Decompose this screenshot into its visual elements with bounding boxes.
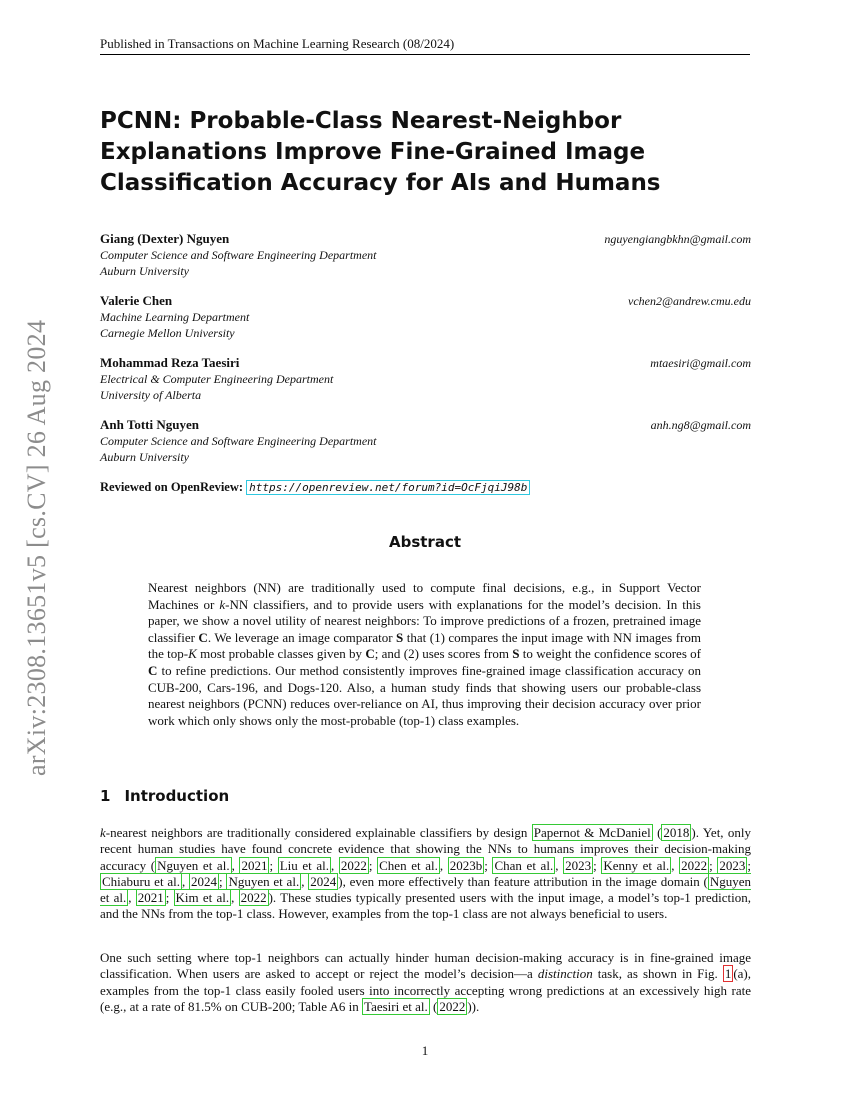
openreview-link[interactable]: https://openreview.net/forum?id=OcFjqiJ98b	[246, 480, 530, 495]
citation-link[interactable]: Chen et al.	[379, 857, 438, 873]
author-institution: University of Alberta	[100, 388, 202, 402]
section-title: Introduction	[124, 787, 230, 805]
author-email[interactable]: nguyengiangbkhn@gmail.com	[604, 232, 751, 246]
author-department: Computer Science and Software Engineering Department	[100, 248, 377, 262]
author-block	[100, 355, 751, 403]
citation-link[interactable]: 2024	[191, 873, 218, 889]
paper-title: PCNN: Probable-Class Nearest-Neighbor Explanations Improve Fine-Grained Image Classification Accuracy for AIs and Humans	[100, 108, 661, 196]
author-email[interactable]: vchen2@andrew.cmu.edu	[628, 294, 751, 308]
citation-link[interactable]: 2018	[663, 825, 690, 840]
citation-link[interactable]: 2023	[565, 857, 592, 873]
section-number: 1	[100, 787, 111, 805]
citation-link[interactable]: 2022	[681, 857, 708, 873]
citation-link[interactable]: Taesiri et al.	[364, 998, 428, 1014]
citation-link[interactable]: Kenny et al.	[603, 857, 670, 873]
intro-paragraph: k-nearest neighbors are traditionally considered explainable classifiers by design Papernot & McDaniel ( 2018 ). Yet, only recent human studies have found concrete evidence that showing the NNs to humans improves their decision-making accuracy ( Nguyen et al. , 2021 ; Liu et al. , 2022 ; Chen et al. , 2023b ; Chan et al. , 2023 ; Kenny et al. , 2022 ; 2023 ; Chiaburu et al. , 2024 ; Nguyen et al. , 2024 ), even more effectively than feature attribution in the image domain ( Nguyen et al. , 2021 ; Kim et al. , 2022 ). These studies typically presented users with the input image, a model’s top-1 prediction, and the NNs from the top-1 class. However, examples from the top-1 class are not always beneficial to users.	[100, 825, 751, 922]
author-block	[100, 293, 751, 341]
author-department: Machine Learning Department	[100, 310, 250, 324]
citation-link[interactable]: Chiaburu et al.	[102, 873, 180, 889]
citation-link[interactable]: 2021	[241, 857, 268, 873]
author-name: Mohammad Reza Taesiri	[100, 355, 240, 370]
running-header: Published in Transactions on Machine Learning Research (08/2024)	[100, 36, 750, 55]
abstract-heading: Abstract	[388, 533, 462, 551]
author-block	[100, 417, 751, 465]
citation-link[interactable]: 2022	[439, 998, 466, 1014]
citation-link[interactable]: Nguyen et al.	[100, 873, 751, 906]
author-email[interactable]: mtaesiri@gmail.com	[650, 356, 751, 370]
citation-link[interactable]: 2023b	[449, 857, 483, 873]
citation-link[interactable]: 2021	[137, 890, 164, 906]
author-name: Anh Totti Nguyen	[100, 417, 199, 432]
author-email[interactable]: anh.ng8@gmail.com	[650, 418, 751, 432]
intro-paragraph: One such setting where top-1 neighbors can actually hinder human decision-making accuracy is in fine-grained image classification. When users are asked to accept or reject the model’s decision—a distinction task, as shown in Fig. 1 (a), examples from the top-1 class easily fooled users into incorrectly accepting wrong predictions at an excessively high rate (e.g., at a rate of 81.5% on CUB-200; Table A6 in Taesiri et al. ( 2022 )).	[100, 950, 752, 1014]
author-name: Giang (Dexter) Nguyen	[100, 231, 230, 246]
citation-link[interactable]: Nguyen et al.	[157, 857, 230, 873]
openreview-label: Reviewed on OpenReview:	[100, 480, 244, 494]
citation-link[interactable]: Chan et al.	[494, 857, 554, 873]
citation-link[interactable]: 2022	[340, 857, 367, 873]
section-heading-introduction	[100, 787, 229, 805]
author-block	[100, 231, 751, 279]
author-name: Valerie Chen	[100, 293, 173, 308]
citation-link[interactable]: 2023	[719, 857, 746, 873]
citation-link[interactable]: Nguyen et al.	[228, 873, 300, 889]
citation-link[interactable]: Papernot & McDaniel	[533, 825, 651, 840]
author-department: Computer Science and Software Engineering Department	[100, 434, 377, 448]
page-number: 1	[421, 1043, 429, 1058]
citation-link[interactable]: 2024	[310, 873, 337, 889]
citation-link[interactable]: 2022	[240, 890, 267, 906]
openreview-line	[100, 480, 530, 495]
author-institution: Auburn University	[100, 450, 189, 464]
citation-link[interactable]: Kim et al.	[175, 890, 230, 906]
abstract-text: Nearest neighbors (NN) are traditionally used to compute final decisions, e.g., in Support Vector Machines or k-NN classifiers, and to provide users with explanations for the model’s decision. In this paper, we show a novel utility of nearest neighbors: To improve predictions of a frozen, pretrained image classifier C. We leverage an image comparator S that (1) compares the input image with NN images from the top-K most probable classes given by C; and (2) uses scores from S to weight the confidence scores of C to refine predictions. Our method consistently improves fine-grained image classification accuracy on CUB-200, Cars-196, and Dogs-120. Also, a human study finds that showing users our probable-class nearest neighbors (PCNN) reduces over-reliance on AI, thus improving their decision accuracy over prior work which only shows only the most-probable (top-1) class examples.	[148, 580, 702, 728]
author-institution: Carnegie Mellon University	[100, 326, 235, 340]
figure-link[interactable]: 1	[724, 966, 732, 982]
author-department: Electrical & Computer Engineering Department	[100, 372, 334, 386]
citation-link[interactable]: Liu et al.	[279, 857, 330, 873]
author-institution: Auburn University	[100, 264, 189, 278]
arxiv-stamp: arXiv:2308.13651v5 [cs.CV] 26 Aug 2024	[22, 319, 51, 776]
